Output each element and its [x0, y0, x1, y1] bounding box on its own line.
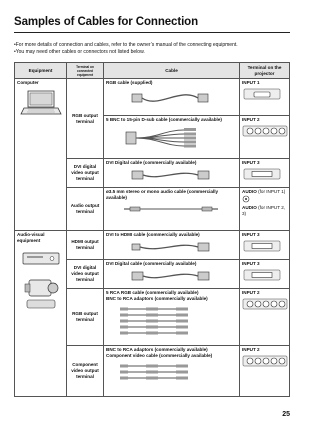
projector-label: AUDIO: [242, 189, 257, 194]
cable-label: RGB cable (supplied): [106, 80, 153, 85]
cable-cell: [104, 159, 240, 188]
equipment-label: Computer: [17, 80, 39, 85]
cable-label-2: BNC to RCA adaptors (commercially available): [106, 296, 208, 301]
projector-label: INPUT 3: [242, 261, 260, 266]
bnc-port-icon: [242, 298, 288, 310]
projector-cell: [240, 116, 290, 159]
laptop-icon: [20, 89, 62, 117]
rca-cable-image: [106, 303, 236, 339]
projector-cell: [240, 346, 290, 397]
terminal-cell: HDMI output terminal: [67, 231, 104, 260]
dvi-cable-image: [106, 167, 236, 183]
cable-label: 5 BNC to 15-pin D-sub cable (commercially available): [106, 117, 222, 122]
dvi-port-icon: [242, 240, 282, 252]
cable-label: 5 RCA RGB cable (commercially available): [106, 290, 199, 295]
bnc-cable-image: [106, 124, 236, 154]
bnc-port-icon: [242, 355, 288, 367]
cable-cell: [104, 79, 240, 116]
header-terminal-connected: Terminal on connected equipment: [67, 63, 104, 79]
projector-note: (for INPUT 1): [258, 189, 286, 194]
cable-label: ø3.5 mm stereo or mono audio cable (commercially available): [106, 189, 219, 200]
rgb-cable-image: [106, 87, 236, 109]
title-bar: [14, 16, 290, 33]
cable-label: DVI to HDMI cable (commercially available): [106, 232, 200, 237]
cable-label: BNC to RCA adaptors (commercially available): [106, 347, 208, 352]
component-cable-image: [106, 360, 236, 384]
table-header-row: [15, 63, 290, 79]
projector-label: INPUT 2: [242, 117, 260, 122]
projector-label: INPUT 1: [242, 80, 260, 85]
dvd-player-icon: [21, 247, 61, 269]
dvi-hdmi-cable-image: [106, 239, 236, 255]
equipment-cell: [15, 231, 67, 397]
cable-cell: [104, 116, 240, 159]
notes: [14, 42, 294, 56]
equipment-cell: [15, 79, 67, 231]
cable-cell: [104, 260, 240, 289]
bnc-port-icon: [242, 125, 288, 137]
projector-label: INPUT 3: [242, 160, 260, 165]
dvi-port-icon: [242, 168, 282, 180]
cable-table: [14, 62, 290, 397]
terminal-cell: Component video output terminal: [67, 346, 104, 397]
projector-label: INPUT 3: [242, 232, 260, 237]
equipment-label: Audio-visual equipment: [17, 232, 45, 243]
cable-cell: [104, 289, 240, 346]
projector-cell: [240, 289, 290, 346]
projector-cell: [240, 231, 290, 260]
page-title: Samples of Cables for Connection: [14, 16, 199, 28]
projector-label: AUDIO: [242, 205, 257, 210]
note-2: •You may need other cables or connectors not listed below.: [14, 49, 145, 55]
projector-cell: [240, 188, 290, 231]
page-number: 25: [282, 411, 290, 418]
projector-cell: [240, 159, 290, 188]
cable-label-2: Component video cable (commercially available): [106, 353, 213, 358]
cable-cell: [104, 231, 240, 260]
projector-label: INPUT 2: [242, 347, 260, 352]
projector-note: (for INPUT 2, 3): [242, 205, 286, 216]
projector-cell: [240, 260, 290, 289]
audio-jack-icon: [242, 195, 250, 203]
terminal-cell: Audio output terminal: [67, 188, 104, 231]
note-1: •For more details of connection and cables, refer to the owner’s manual of the connecting equipment.: [14, 42, 238, 48]
dsub-port-icon: [242, 88, 282, 100]
audio-cable-image: [106, 202, 236, 216]
dvi-port-icon: [242, 269, 282, 281]
terminal-cell: DVI digital video output terminal: [67, 260, 104, 289]
terminal-cell: DVI digital video output terminal: [67, 159, 104, 188]
dvi-cable-image: [106, 268, 236, 284]
projector-cell: [240, 79, 290, 116]
cable-label: DVI Digital cable (commercially available): [106, 261, 197, 266]
cable-label: DVI Digital cable (commercially available): [106, 160, 197, 165]
projector-label: INPUT 2: [242, 290, 260, 295]
cable-cell: [104, 346, 240, 397]
header-equipment: Equipment: [15, 63, 67, 79]
header-cable: Cable: [104, 63, 240, 79]
cable-cell: [104, 188, 240, 231]
camcorder-icon: [21, 272, 61, 312]
terminal-cell: RGB output terminal: [67, 289, 104, 346]
terminal-cell: RGB output terminal: [67, 79, 104, 159]
header-terminal-projector: Terminal on the projector: [240, 63, 290, 79]
table-row: [15, 231, 290, 260]
table-row: [15, 79, 290, 116]
